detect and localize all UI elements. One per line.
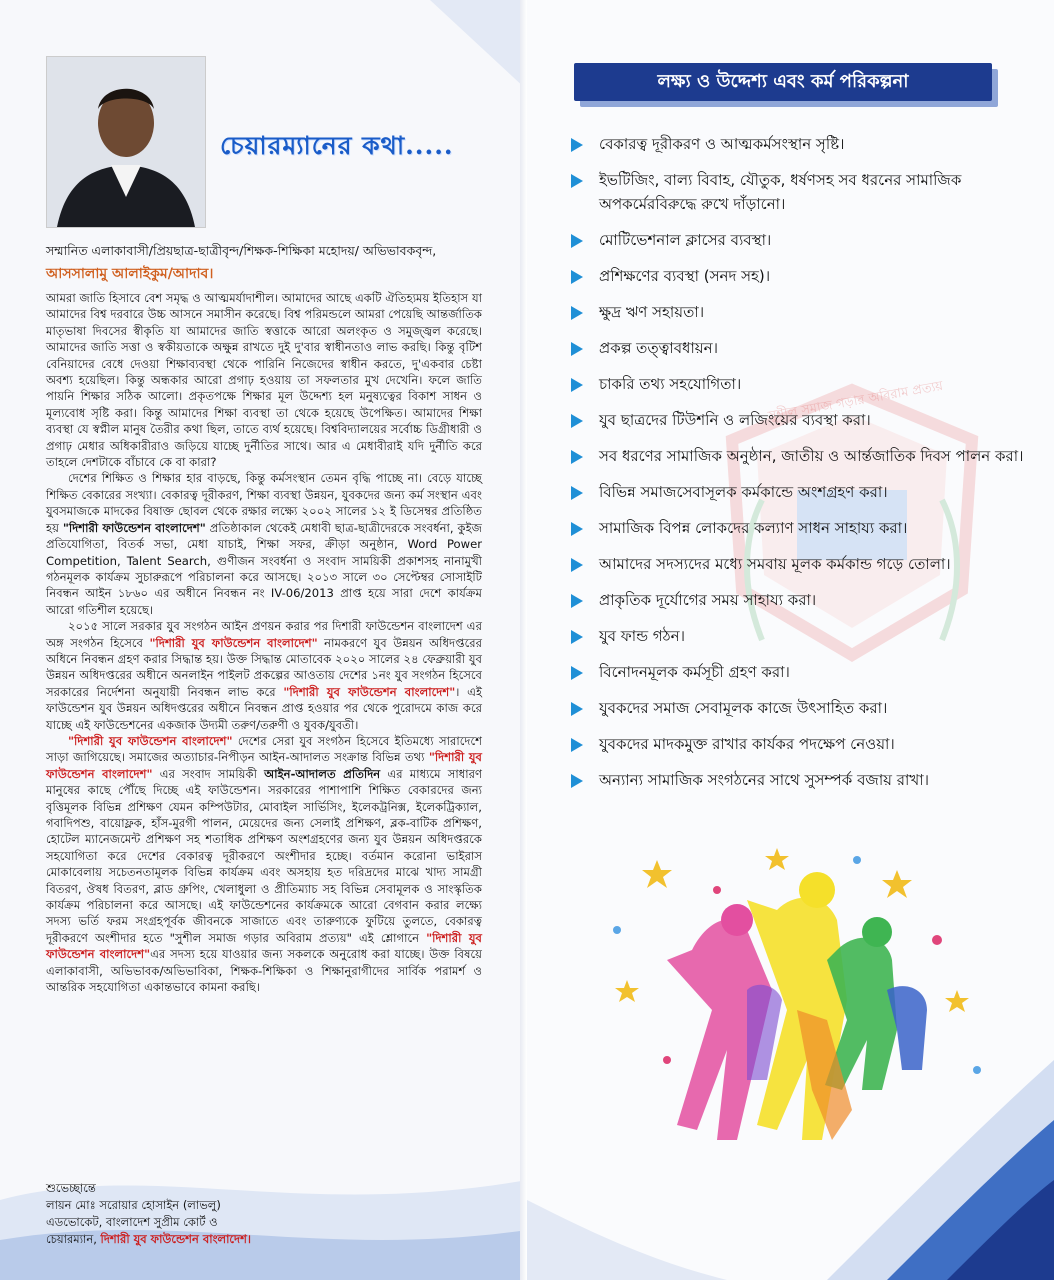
- paragraph-1-text: আমরা জাতি হিসাবে বেশ সমৃদ্ধ ও আত্মমর্যাদাশীল। আমাদের আছে একটি ঐতিহ্যময় ইতিহাস যা আমাদের বিশ্ব দরবারে উচ্চ আসনে সমাসীন করেছে। বিশ্ব পরিমন্ডলে আমরা পেয়েছি আন্তর্জাতিক মাতৃভাষা দিবসের স্বীকৃতি যা আমাদের জাতি স্বত্তাকে আরো অলংকৃত ও সমুজ্জ্বল করেছে। আমাদের জাতি সত্তা ও স্বকীয়তাকে অক্ষুন্ন রাখতে দুই দু'বার স্বাধীনতাও লাভ করছি। কিন্তু বৃটিশ বেনিয়াদের বেধে দেওয়া শিক্ষাব্যবস্থা থেকে পারিনি নিজেদের স্বাধীন করতে, দু'একবার চেষ্টা অবশ্য হয়েছিল। কিন্তু অন্ধকার আরো প্রগাঢ় হওয়ায় তা সফলতার মুখ দেখেনি। ফলে জাতি পায়নি শিক্ষার সঠিক আলো। প্রকৃতপক্ষে শিক্ষার মূল উদ্দেশ্য হল মনুষ্যত্বের বিকাশ সাধন ও মূল্যবোধ সৃষ্টি করা। কিন্তু আমাদের শিক্ষা ব্যবস্থা তা থেকে হয়েছে উপেক্ষিত। আমাদের শিক্ষা ব্যবস্থা যে স্বপ্নীল মানুষ তৈরীর কথা ছিল, তাতে ব্যর্থ হয়েছে। বিশ্ববিদ্যালয়ের সর্বোচ্চ ডিগ্রীধারী ও প্রগাঢ় মেধার অধিকারীরাও জড়িয়ে যাচ্ছে দুর্নীতির সাথে। আর এ মেধাবীরাই যদি দুর্নীতি করে তাহলে দেশটাকে বাঁচাবে কে বা কারা?: [46, 291, 482, 470]
- triangle-bullet-icon: [571, 234, 583, 248]
- goal-item: [569, 228, 1039, 252]
- goal-item: [569, 588, 1039, 612]
- goal-item: [569, 132, 1039, 156]
- youth-foundation-name: "দিশারী যুব ফাউন্ডেশন বাংলাদেশ": [149, 635, 318, 650]
- paragraph-4: [46, 733, 482, 996]
- right-panel: [527, 0, 1054, 1280]
- goal-text: যুবকদের মাদকমুক্ত রাখার কার্যকর পদক্ষেপ নেওয়া।: [599, 735, 895, 753]
- paragraph-2: [46, 470, 482, 618]
- sig-role-label: চেয়ারম্যান,: [46, 1232, 97, 1246]
- paragraph-3-text-c: । এই ফাউন্ডেশন যুব উন্নয়ন অধিদপ্তরের অধীনে নিবন্ধন প্রাপ্ত হওয়ার পর থেকে পুরোদমে কাজ করে যাচ্ছে এই ফাউন্ডেশনের একজাক উদ্যমী তরুণ/তরুণী ও যুবক/যুবতী।: [46, 684, 482, 732]
- celebration-illustration: [597, 840, 997, 1160]
- chairman-message-title: চেয়ারম্যানের কথা.....: [220, 131, 454, 160]
- triangle-bullet-icon: [571, 702, 583, 716]
- goal-text: প্রাকৃতিক দূর্যোগের সময় সাহায্য করা।: [599, 591, 817, 609]
- foundation-name: "দিশারী ফাউন্ডেশন বাংলাদেশ": [62, 520, 206, 535]
- greeting: আসসালামু আলাইকুম/আদাব।: [46, 266, 214, 282]
- goal-text: চাকরি তথ্য সহযোগিতা।: [599, 375, 742, 393]
- goal-text: আমাদের সদস্যদের মধ্যে সমবায় মূলক কর্মকান্ড গড়ে তোলা।: [599, 555, 951, 573]
- triangle-bullet-icon: [571, 450, 583, 464]
- triangle-bullet-icon: [571, 270, 583, 284]
- watermark-slogan: সুশীল সমাজ গড়ার অবিরাম প্রত্যয়: [766, 378, 945, 425]
- triangle-bullet-icon: [571, 174, 583, 188]
- bulletin-name: আইন-আদালত প্রতিদিন: [264, 766, 381, 781]
- paragraph-3-text-a: ২০১৫ সালে সরকার যুব সংগঠন আইন প্রণয়ন করার পর দিশারী ফাউন্ডেশন বাংলাদেশ এর অঙ্গ সংগঠন হিসেবে: [46, 619, 482, 650]
- triangle-bullet-icon: [571, 342, 583, 356]
- goal-item: [569, 408, 1039, 432]
- goal-text: ইভটিজিং, বাল্য বিবাহ, যৌতুক, ধর্ষণসহ সব ধরনের সামাজিক অপকর্মেরবিরুদ্ধে রুখে দাঁড়ানো।: [599, 171, 962, 213]
- youth-foundation-name: "দিশারী যুব ফাউন্ডেশন বাংলাদেশ": [68, 733, 233, 748]
- goal-item: [569, 444, 1039, 468]
- goal-text: বিভিন্ন সমাজসেবাসূলক কর্মকান্ডে অংশগ্রহণ করা।: [599, 483, 888, 501]
- triangle-bullet-icon: [571, 486, 583, 500]
- goal-text: বেকারত্ব দূরীকরণ ও আত্মকর্মসংস্থান সৃষ্টি।: [599, 135, 845, 153]
- chairman-message-body: [46, 290, 482, 995]
- goal-item: [569, 264, 1039, 288]
- chairman-photo: [46, 56, 206, 228]
- goal-text: বিনোদনমূলক কর্মসূচী গ্রহণ করা।: [599, 663, 790, 681]
- triangle-bullet-icon: [571, 666, 583, 680]
- goal-item: [569, 516, 1039, 540]
- goal-text: সামাজিক বিপন্ন লোকদের কল্যাণ সাধন সাহায্য করা।: [599, 519, 908, 537]
- paragraph-4-text-b: এর সংবাদ সাময়িকী: [159, 766, 257, 781]
- youth-foundation-name: "দিশারী যুব ফাউন্ডেশন বাংলাদেশ": [46, 930, 482, 962]
- salutation: সম্মানিত এলাকাবাসী/প্রিয়ছাত্র-ছাত্রীবৃন্দ/শিক্ষক-শিক্ষিকা মহোদয়/ অভিভাবকবৃন্দ,: [46, 243, 437, 258]
- paragraph-4-text-c: এর মাধ্যমে সাধারণ মানুষের কাছে পৌঁছে দিচ্ছে এই ফাউন্ডেশন। সরকারের পাশাপাশি শিক্ষিত বেকারদের জন্য বৃত্তিমূলক বিভিন্ন প্রশিক্ষণ যেমন কম্পিউটার, মোবাইল সার্ভিসিং, ইলেকট্রনিক্স, ইলেকট্রিক্যাল, গবাদিপশু, বায়োফ্লক, হাঁস-মুরগী পালন, মেয়েদের জন্য সেলাই প্রশিক্ষণ, ব্লক-বাটিক প্রশিক্ষণ, হোটেল ম্যানেজমেন্ট প্রশিক্ষণ সহ শতাধিক প্রশিক্ষণ অংশগ্রহণের জন্য যুব উন্নয়ন অধিদপ্তরকে সহযোগিতা করে দেশের বেকারত্ব দূরীকরণে অংশীদার হচ্ছে। বর্তমান করোনা ভাইরাস মোকাবেলায় সচেতনতামূলক বিভিন্ন কার্যক্রম এবং অসহায় হত দরিদ্রদের মাঝে খাদ্য সামগ্রী বিতরণ, ঔষধ বিতরণ, ব্লাড গ্রুপিং, খেলাধুলা ও প্রীতিম্যাচ সহ বিভিন্ন সেবামূলক ও সাংস্কৃতিক কার্যক্রম পরিচালনা করে আসছে। এই ফাউন্ডেশনের কার্যক্রমকে আরো বেগবান করার লক্ষ্যে সদস্য ভর্তি ফরম সংগ্রহপূর্বক জীবনকে সাজাতে এবং তারুণ্যকে ফুটিয়ে তুলতে, বেকারত্ব দূরীকরণে অংশীদার হতে "সুশীল সমাজ গড়ার অবিরাম প্রত্যয়" এই শ্লোগানে: [46, 766, 483, 945]
- triangle-bullet-icon: [571, 558, 583, 572]
- paragraph-2-text-a: দেশের শিক্ষিত ও শিক্ষার হার বাড়ছে, কিন্তু কর্মসংস্থান তেমন বৃদ্ধি পাচ্ছে না। বেড়ে যাচ্ছে শিক্ষিত বেকারের সংখ্যা। বেকারত্ব দূরীকরণ, শিক্ষা ব্যবস্থা উন্নয়ন, যুবকদের জন্য কর্ম সংস্থান এবং যুবসমাজকে মাদকের বিষাক্ত ছোবল থেকে রক্ষার লক্ষ্যে ২০০২ সালের ১২ ই ডিসেম্বর প্রতিষ্ঠিত হয়: [46, 471, 482, 535]
- goal-text: সব ধরণের সামাজিক অনুষ্ঠান, জাতীয় ও আর্ন্তজাতিক দিবস পালন করা।: [599, 447, 1024, 465]
- goal-item: [569, 336, 1039, 360]
- sig-name: লায়ন মোঃ সরোয়ার হোসাইন (লাভলু): [46, 1198, 221, 1212]
- goal-item: [569, 300, 1039, 324]
- goal-item: [569, 660, 1039, 684]
- paragraph-3: [46, 618, 482, 733]
- goal-item: [569, 732, 1039, 756]
- sig-title: এডভোকেট, বাংলাদেশ সুপ্রীম কোর্ট ও: [46, 1215, 218, 1229]
- goal-item: [569, 552, 1039, 576]
- goal-text: যুব ছাত্রদের টিউশনি ও লজিংয়ের ব্যবস্থা করা।: [599, 411, 871, 429]
- triangle-bullet-icon: [571, 594, 583, 608]
- triangle-bullet-icon: [571, 774, 583, 788]
- paragraph-1: [46, 290, 482, 470]
- goal-text: ক্ষুদ্র ঋণ সহায়তা।: [599, 303, 705, 321]
- triangle-bullet-icon: [571, 738, 583, 752]
- goal-text: যুবকদের সমাজ সেবামূলক কাজে উৎসাহিত করা।: [599, 699, 888, 717]
- paragraph-4-text-d: এর সদস্য হয়ে যাওয়ার জন্য সকলকে অনুরোধ করা যাচ্ছে। উক্ত বিষয়ে এলাকাবাসী, অভিভাবক/অভিভাবিকা, শিক্ষক-শিক্ষিকা ও শিক্ষানুরাগীদের সার্বিক পরামর্শ ও আন্তরিক সহযোগিতা একান্তভাবে কামনা করছি।: [46, 947, 482, 995]
- goal-item: [569, 168, 1039, 216]
- goals-title: লক্ষ্য ও উদ্দেশ্য এবং কর্ম পরিকল্পনা: [574, 63, 992, 101]
- paragraph-3-text-b: নামকরণে যুব উন্নয়ন অধিদপ্তরের অধিনে নিবন্ধন গ্রহণ করার সিদ্ধান্ত হয়। উক্ত সিদ্ধান্ত মোতাবেক ২০২০ সালের ২৪ ফেব্রুয়ারী যুব উন্নয়ন অধিদপ্তরের অধীনে অনলাইন পাইলট প্রকল্পের আওতায় দেশের ১নং যুব সংগঠন হিসেবে সরকারের নির্দেশনা অনুযায়ী নিবন্ধন লাভ করে: [46, 635, 483, 699]
- goals-list: [569, 132, 1039, 804]
- paragraph-4-text-a: দেশের সেরা যুব সংগঠন হিসেবে ইতিমধ্যে সারাদেশে সাড়া জাগিয়েছে। সমাজের অত্যাচার-নিপীড়ন আইন-আদালত সংক্রান্ত বিভিন্ন তথ্য: [46, 733, 482, 765]
- goal-item: [569, 768, 1039, 792]
- goal-item: [569, 696, 1039, 720]
- youth-foundation-name: "দিশারী যুব ফাউন্ডেশন বাংলাদেশ": [283, 684, 456, 699]
- goal-item: [569, 624, 1039, 648]
- sig-org-name: দিশারী যুব ফাউন্ডেশন বাংলাদেশ।: [100, 1232, 252, 1246]
- triangle-bullet-icon: [571, 378, 583, 392]
- youth-foundation-name: "দিশারী যুব ফাউন্ডেশন বাংলাদেশ": [46, 750, 482, 781]
- paragraph-2-text-b: প্রতিষ্ঠাকাল থেকেই মেধাবী ছাত্র-ছাত্রীদেরকে সংবর্ধনা, কুইজ প্রতিযোগিতা, বিতর্ক সভা, মেধা যাচাই, শিক্ষা সফর, ক্রীড়া অনুষ্ঠান, Word Power Competition, Talent Search, গুণীজন সংবর্ধনা ও সংবাদ সাময়িকী প্রকাশসহ নানামুখী গঠনমূলক কার্যক্রম সুচারুরূপে পরিচালনা করে আসছে। ২০১৩ সালে ৩০ সেপ্টেম্বর সোসাইটি নিবন্ধন আইন ১৮৬০ এর অধীনে নিবন্ধন নং IV-06/2013 প্রাপ্ত হয়ে সারা দেশে কার্যক্রম আরো গতিশীল হয়েছে।: [46, 520, 483, 617]
- goal-item: [569, 480, 1039, 504]
- triangle-bullet-icon: [571, 522, 583, 536]
- goal-text: প্রকল্প তত্ত্বাবধায়ন।: [599, 339, 718, 357]
- triangle-bullet-icon: [571, 414, 583, 428]
- goal-text: যুব ফান্ড গঠন।: [599, 627, 685, 645]
- triangle-bullet-icon: [571, 138, 583, 152]
- sig-role: [46, 1231, 486, 1248]
- goal-text: মোটিভেশনাল ক্লাসের ব্যবস্থা।: [599, 231, 772, 249]
- sig-closing: শুভেচ্ছান্তে: [46, 1181, 96, 1195]
- goal-text: অন্যান্য সামাজিক সংগঠনের সাথে সুসম্পর্ক বজায় রাখা।: [599, 771, 929, 789]
- triangle-bullet-icon: [571, 306, 583, 320]
- goal-item: [569, 372, 1039, 396]
- goal-text: প্রশিক্ষণের ব্যবস্থা (সনদ সহ)।: [599, 267, 771, 285]
- triangle-bullet-icon: [571, 630, 583, 644]
- signature-block: [46, 1180, 486, 1248]
